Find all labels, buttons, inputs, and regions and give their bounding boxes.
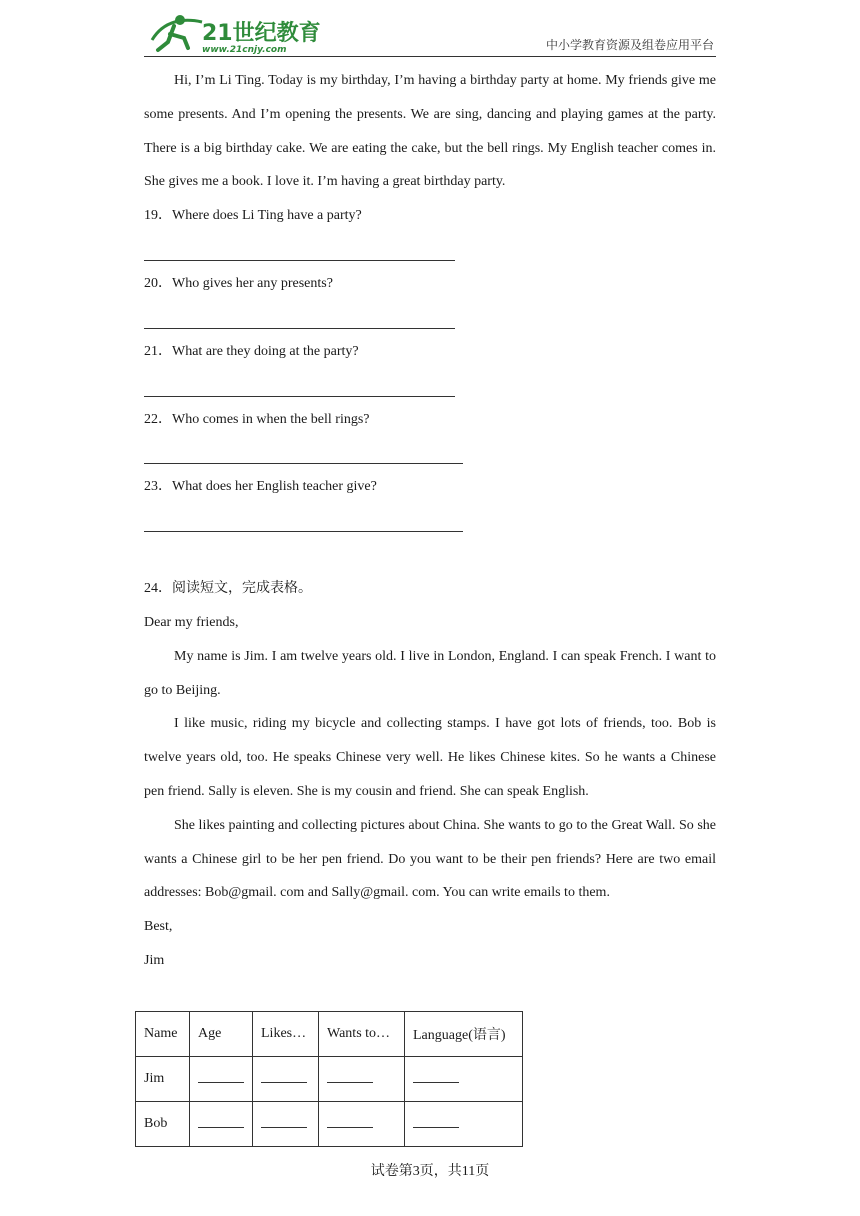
logo-url: www.21cnjy.com (202, 45, 287, 54)
blank-cell[interactable] (319, 1102, 405, 1147)
question-22 (144, 403, 716, 471)
column-header-age: Age (190, 1012, 253, 1057)
document-body (144, 64, 716, 978)
header-platform-name: 中小学教育资源及组卷应用平台 (545, 38, 714, 52)
logo-text: 21世纪教育 (202, 21, 321, 46)
letter-closing: Best, (144, 919, 173, 935)
question-19 (144, 199, 716, 267)
blank-cell[interactable] (319, 1057, 405, 1102)
blank-cell[interactable] (405, 1102, 523, 1147)
answer-line[interactable] (144, 436, 716, 470)
question-number: 23． (144, 479, 172, 495)
logo-21cnjy (144, 10, 324, 54)
column-header-language: Language(语言) (405, 1012, 523, 1057)
answer-table (135, 1011, 523, 1147)
answer-line[interactable] (144, 301, 716, 335)
blank-cell[interactable] (405, 1057, 523, 1102)
row-name: Bob (136, 1102, 190, 1147)
question-20 (144, 267, 716, 335)
answer-line[interactable] (144, 504, 716, 538)
question-number: 19． (144, 208, 172, 224)
blank-cell[interactable] (190, 1057, 253, 1102)
letter-paragraph-2: I like music, riding my bicycle and collecting stamps. I have got lots of friends, too. Bob is twelve years old, too. He speaks Chinese very well. He likes Chinese kites. So he wants a Chinese pen friend. Sally is eleven. She is my cousin and friend. She can speak English. (144, 716, 716, 799)
question-24-title: 24．阅读短文，完成表格。 (144, 581, 312, 597)
page-footer: 试卷第3页，共11页 (370, 1164, 490, 1179)
question-21 (144, 335, 716, 403)
question-text: Who gives her any presents? (172, 275, 333, 291)
answer-line[interactable] (144, 369, 716, 403)
row-name: Jim (136, 1057, 190, 1102)
question-text: Where does Li Ting have a party? (172, 208, 362, 224)
question-number: 21． (144, 343, 172, 359)
table-row (136, 1102, 523, 1147)
table-row (136, 1057, 523, 1102)
table-header-row (136, 1012, 523, 1057)
question-number: 20． (144, 275, 172, 291)
page-header (144, 10, 716, 57)
blank-cell[interactable] (253, 1102, 319, 1147)
question-text: Who comes in when the bell rings? (172, 411, 370, 427)
question-text: What are they doing at the party? (172, 343, 359, 359)
answer-line[interactable] (144, 233, 716, 267)
letter-greeting: Dear my friends, (144, 614, 239, 630)
blank-cell[interactable] (253, 1057, 319, 1102)
column-header-likes: Likes… (253, 1012, 319, 1057)
passage-birthday: Hi, I’m Li Ting. Today is my birthday, I’m having a birthday party at home. My friends give me some presents. And I’m opening the presents. We are sing, dancing and playing games at the party. There is a big birthday cake. We are eating the cake, but the bell rings. My English teacher comes in. She gives me a book. I love it. I’m having a great birthday party. (144, 73, 716, 190)
blank-cell[interactable] (190, 1102, 253, 1147)
column-header-name: Name (136, 1012, 190, 1057)
letter-paragraph-1: My name is Jim. I am twelve years old. I live in London, England. I can speak French. I want to go to Beijing. (144, 648, 716, 698)
column-header-wants: Wants to… (319, 1012, 405, 1057)
question-number: 22． (144, 411, 172, 427)
question-text: What does her English teacher give? (172, 479, 377, 495)
question-23 (144, 470, 716, 538)
letter-paragraph-3: She likes painting and collecting pictures about China. She wants to go to the Great Wall. So she wants a Chinese girl to be her pen friend. Do you want to be their pen friends? Here are two email addresses: Bob@gmail. com and Sally@gmail. com. You can write emails to them. (144, 817, 716, 901)
letter-signature: Jim (144, 952, 165, 968)
